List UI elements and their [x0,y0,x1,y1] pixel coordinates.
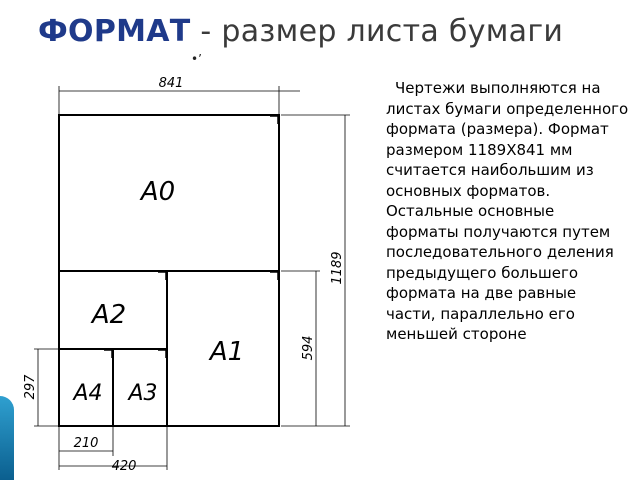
slide-accent-bar [0,396,14,480]
corner-mark-a2 [158,272,166,280]
title-main: ФОРМАТ [38,14,191,49]
label-a3: A3 [128,381,158,406]
title-rest: размер листа бумаги [221,14,564,49]
label-a2: A2 [91,300,127,330]
label-a0: A0 [140,177,176,207]
label-a1: A1 [209,337,245,367]
corner-mark-a0 [270,116,278,124]
dim-text-297: 297 [23,374,38,400]
corner-mark-a3 [158,350,166,358]
dim-text-594: 594 [301,335,316,361]
corner-mark-a4 [104,350,112,358]
label-a4: A4 [73,381,103,406]
corner-mark-a1 [270,272,278,280]
dim-text-210: 210 [73,436,99,451]
dim-text-841: 841 [158,76,184,91]
dim-text-420: 420 [111,459,137,474]
title-mark: •’ [191,52,202,66]
body-paragraph: Чертежи выполняются на листах бумаги определенного формата (размера). Формат размером 1189Х841 мм считается наибольшим из основных форматов. Остальные основные форматы получаются путем последовательного деления предыдущего большего формата на две равные части, параллельно его меньшей стороне [386,79,629,343]
title-dash: - [190,14,222,49]
dim-text-1189: 1189 [330,251,345,285]
slide-body [386,78,630,345]
